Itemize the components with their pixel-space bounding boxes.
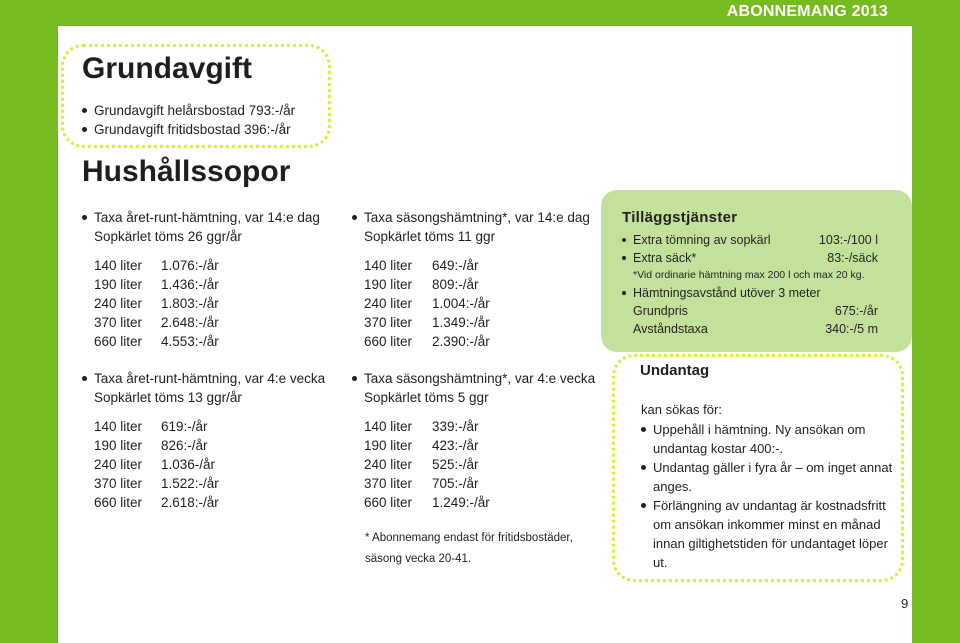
right-green-strip	[912, 26, 960, 643]
tillagg-label: Avståndstaxa	[633, 322, 708, 336]
undantag-title: Undantag	[640, 362, 710, 379]
undantag-lead: kan sökas för:	[641, 402, 722, 417]
list-item: Förlängning av undantag är kostnadsfritt om ansökan inkommer minst en månad innan giltighetstiden för undantaget löper ut.	[641, 496, 899, 572]
taxa-block-sasong-4v	[352, 369, 612, 512]
top-bar	[0, 0, 960, 26]
price: 1.803:-/år	[161, 296, 219, 311]
volume: 190 liter	[94, 277, 143, 292]
price-row	[94, 493, 342, 512]
block-subheading: Sopkärlet töms 13 ggr/år	[94, 390, 242, 405]
price-rows	[82, 417, 342, 512]
price: 1.249:-/år	[432, 495, 490, 510]
undantag-list	[641, 420, 899, 572]
section-header: ABONNEMANG 2013	[726, 3, 888, 20]
price-row	[364, 256, 612, 275]
price: 423:-/år	[432, 438, 479, 453]
price: 525:-/år	[432, 457, 479, 472]
list-item: Grundavgift helårsbostad 793:-/år	[82, 101, 295, 120]
volume: 370 liter	[364, 476, 413, 491]
tillagg-value: 83:-/säck	[827, 251, 878, 265]
price: 1.036-/år	[161, 457, 216, 472]
tillagg-row	[622, 284, 884, 302]
tillagg-label: Extra tömning av sopkärl	[633, 233, 771, 247]
tillagg-row	[622, 231, 884, 249]
price: 2.618:-/år	[161, 495, 219, 510]
tillagg-title: Tilläggstjänster	[622, 209, 738, 226]
volume: 370 liter	[94, 476, 143, 491]
price: 649:-/år	[432, 258, 479, 273]
tillagg-note: *Vid ordinarie hämtning max 200 l och max 20 kg.	[633, 269, 865, 281]
volume: 190 liter	[364, 438, 413, 453]
volume: 190 liter	[364, 277, 413, 292]
price-row	[94, 256, 342, 275]
price: 1.076:-/år	[161, 258, 219, 273]
volume: 240 liter	[94, 296, 143, 311]
list-item: Uppehåll i hämtning. Ny ansökan om undantag kostar 400:-.	[641, 420, 899, 458]
list-item: Grundavgift fritidsbostad 396:-/år	[82, 120, 295, 139]
price: 1.004:-/år	[432, 296, 490, 311]
tillagg-row	[622, 320, 884, 338]
price: 619:-/år	[161, 419, 208, 434]
tillagg-value: 103:-/100 l	[818, 233, 878, 247]
taxa-block-sasong-14	[352, 208, 612, 351]
price: 1.522:-/år	[161, 476, 219, 491]
price: 2.648:-/år	[161, 315, 219, 330]
price-rows	[82, 256, 342, 351]
volume: 140 liter	[364, 258, 413, 273]
price-row	[94, 294, 342, 313]
tillagg-row	[622, 249, 884, 267]
volume: 240 liter	[364, 296, 413, 311]
volume: 240 liter	[364, 457, 413, 472]
grundavgift-list	[82, 101, 295, 139]
tillagg-list	[622, 231, 884, 338]
block-heading: Taxa året-runt-hämtning, var 4:e vecka	[82, 369, 342, 388]
price: 4.553:-/år	[161, 334, 219, 349]
volume: 240 liter	[94, 457, 143, 472]
price-row	[94, 332, 342, 351]
grundavgift-title: Grundavgift	[82, 52, 252, 85]
block-subheading: Sopkärlet töms 5 ggr	[364, 390, 489, 405]
tillagg-label: Hämtningsavstånd utöver 3 meter	[633, 286, 821, 300]
price-rows	[352, 417, 612, 512]
price-row	[94, 436, 342, 455]
volume: 370 liter	[94, 315, 143, 330]
price-row	[364, 474, 612, 493]
block-subheading: Sopkärlet töms 26 ggr/år	[94, 229, 242, 244]
season-footnote	[365, 528, 605, 570]
tillagg-label: Extra säck*	[633, 251, 697, 265]
price-row	[364, 455, 612, 474]
block-heading: Taxa året-runt-hämtning, var 14:e dag	[82, 208, 342, 227]
price-row	[364, 275, 612, 294]
tillagg-value: 675:-/år	[834, 304, 878, 318]
price-row	[94, 275, 342, 294]
block-heading: Taxa säsongshämtning*, var 14:e dag	[352, 208, 612, 227]
price: 826:-/år	[161, 438, 208, 453]
left-green-strip	[0, 26, 58, 643]
volume: 370 liter	[364, 315, 413, 330]
volume: 660 liter	[364, 495, 413, 510]
footnote-line: * Abonnemang endast för fritidsbostäder,	[365, 532, 573, 544]
price: 339:-/år	[432, 419, 479, 434]
volume: 140 liter	[94, 258, 143, 273]
price: 809:-/år	[432, 277, 479, 292]
price-row	[364, 294, 612, 313]
taxa-block-arsrunt-4v	[82, 369, 342, 512]
price-row	[364, 493, 612, 512]
hushallssopor-title: Hushållssopor	[82, 155, 291, 188]
block-subheading: Sopkärlet töms 11 ggr	[364, 229, 496, 244]
price-row	[94, 474, 342, 493]
footnote-line: säsong vecka 20-41.	[365, 553, 472, 565]
price: 1.349:-/år	[432, 315, 490, 330]
list-item: Undantag gäller i fyra år – om inget annat anges.	[641, 458, 899, 496]
block-heading: Taxa säsongshämtning*, var 4:e vecka	[352, 369, 612, 388]
volume: 660 liter	[364, 334, 413, 349]
price: 2.390:-/år	[432, 334, 490, 349]
volume: 660 liter	[94, 334, 143, 349]
taxa-block-arsrunt-14	[82, 208, 342, 351]
price-row	[364, 436, 612, 455]
price-rows	[352, 256, 612, 351]
volume: 140 liter	[94, 419, 143, 434]
tillagg-row	[622, 302, 884, 320]
price-row	[364, 332, 612, 351]
price-row	[94, 455, 342, 474]
tillagg-label: Grundpris	[633, 304, 688, 318]
price: 705:-/år	[432, 476, 479, 491]
price-row	[94, 313, 342, 332]
volume: 660 liter	[94, 495, 143, 510]
price-row	[364, 417, 612, 436]
page-number: 9	[901, 596, 909, 611]
tillagg-value: 340:-/5 m	[825, 322, 878, 336]
volume: 190 liter	[94, 438, 143, 453]
volume: 140 liter	[364, 419, 413, 434]
price-row	[94, 417, 342, 436]
price-row	[364, 313, 612, 332]
price: 1.436:-/år	[161, 277, 219, 292]
